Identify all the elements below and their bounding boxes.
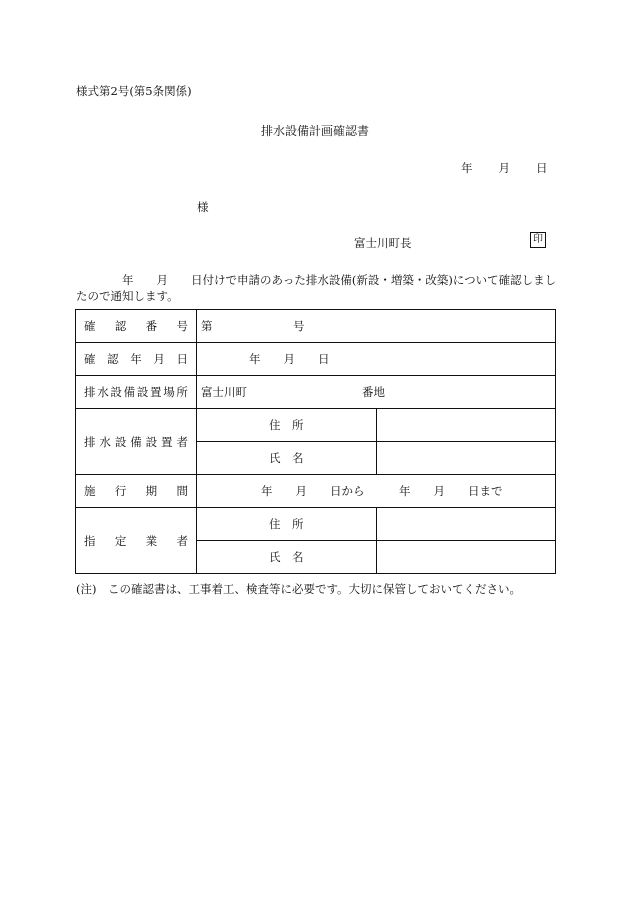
name-field: [376, 541, 556, 574]
sub-label: 住 所: [197, 409, 377, 442]
address-field: [376, 508, 556, 541]
row-value: 年 月 日から 年 月 日まで: [197, 475, 556, 508]
row-label-text: 排 水 設 備 設 置 場 所: [84, 385, 188, 399]
table-row: [76, 409, 556, 442]
table-row: [76, 343, 556, 376]
row-label-text: 指 定 業 者: [84, 533, 188, 548]
seal-mark: 印: [530, 232, 546, 248]
row-value: 富士川町 番地: [197, 376, 556, 409]
issuer-name: 富士川町長: [354, 236, 412, 250]
address-field: [376, 409, 556, 442]
row-label: [76, 310, 197, 343]
certificate-table: [75, 309, 556, 574]
row-label-text: 確 認 年 月 日: [84, 352, 188, 366]
row-label: [76, 343, 197, 376]
document-title: 排水設備計画確認書: [260, 124, 369, 138]
body-text: 年 月 日付けで申請のあった排水設備(新設・増築・改築)について確認しましたので通知します。: [76, 273, 557, 303]
form-reference: 様式第2号(第5条関係): [76, 84, 192, 98]
row-label: [76, 508, 197, 574]
row-value: 年 月 日: [197, 343, 556, 376]
addressee-suffix: 様: [197, 200, 209, 214]
name-field: [376, 442, 556, 475]
table-row: [76, 508, 556, 541]
table-row: [76, 376, 556, 409]
row-label-text: 施 行 期 間: [84, 484, 188, 498]
month-label: 月: [498, 161, 510, 175]
sub-label: 氏 名: [197, 541, 377, 574]
table-row: [76, 475, 556, 508]
year-label: 年: [461, 161, 473, 175]
table-row: [76, 310, 556, 343]
row-label-text: 排 水 設 備 設 置 者: [84, 434, 188, 449]
sub-label: 氏 名: [197, 442, 377, 475]
row-label: [76, 409, 197, 475]
row-label-text: 確 認 番 号: [84, 319, 188, 333]
sub-label: 住 所: [197, 508, 377, 541]
row-label: [76, 475, 197, 508]
issue-date: [461, 160, 548, 176]
day-label: 日: [536, 161, 548, 175]
footnote: (注) この確認書は、工事着工、検査等に必要です。大切に保管しておいてください。: [76, 582, 522, 596]
row-label: [76, 376, 197, 409]
row-value: 第 号: [197, 310, 556, 343]
